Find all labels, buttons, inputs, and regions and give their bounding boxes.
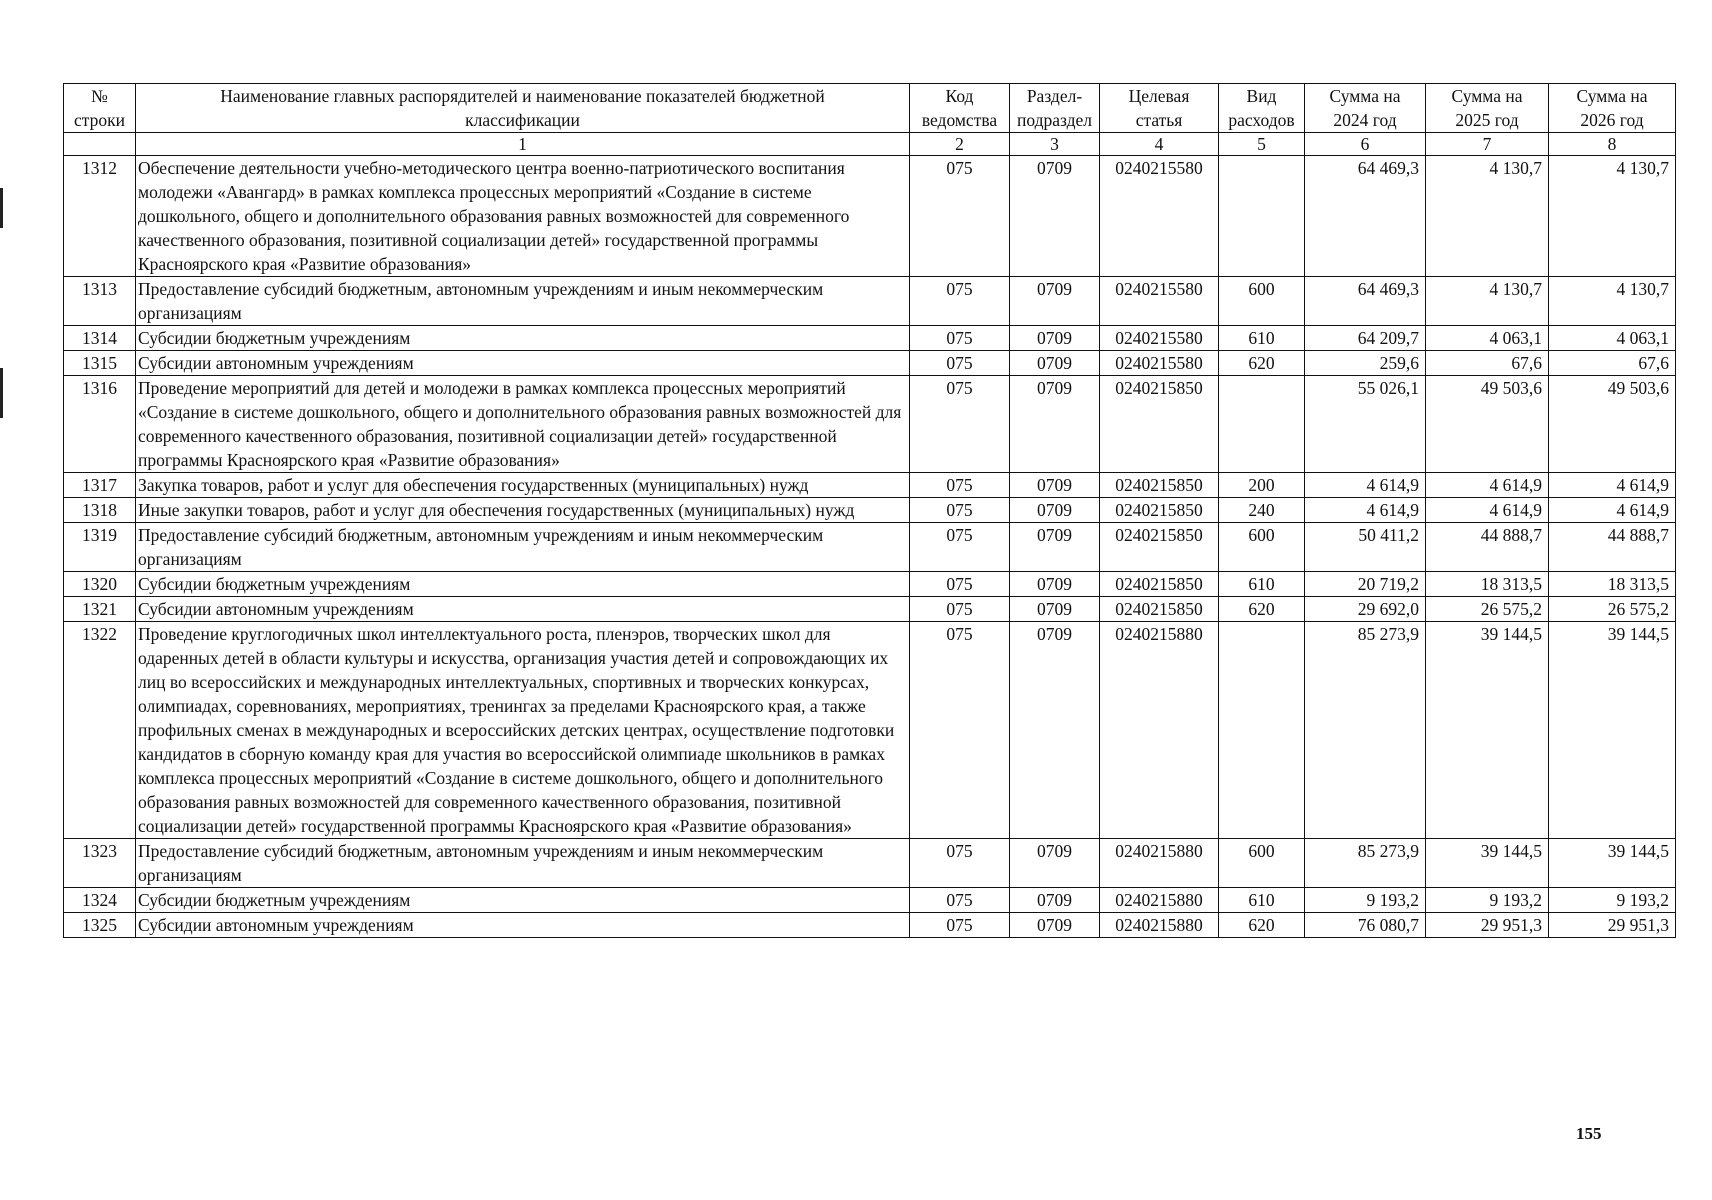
- scan-margin-mark-2: [0, 368, 3, 418]
- sum-2026-cell: 4 614,9: [1549, 498, 1676, 523]
- target-cell: 0240215850: [1100, 523, 1219, 572]
- row-number-cell: 1324: [64, 888, 136, 913]
- name-cell: Обеспечение деятельности учебно-методического центра военно-патриотического воспитания молодежи «Авангард» в рамках комплекса процессных мероприятий «Создание в системе дошкольного, общего и дополнительного образования равных возможностей для современного качественного образования, позитивной социализации детей» государственной программы Красноярского края «Развитие образования»: [136, 156, 910, 277]
- dept-code-cell: 075: [910, 326, 1010, 351]
- row-number-cell: 1315: [64, 351, 136, 376]
- sum-2025-cell: 29 951,3: [1426, 913, 1549, 938]
- section-cell: 0709: [1010, 351, 1100, 376]
- column-number: 8: [1549, 133, 1676, 156]
- sum-2025-cell: 67,6: [1426, 351, 1549, 376]
- sum-2025-cell: 9 193,2: [1426, 888, 1549, 913]
- sum-2026-cell: 4 614,9: [1549, 473, 1676, 498]
- expense-type-cell: 240: [1219, 498, 1305, 523]
- sum-2024-cell: 76 080,7: [1305, 913, 1426, 938]
- name-cell: Иные закупки товаров, работ и услуг для обеспечения государственных (муниципальных) нужд: [136, 498, 910, 523]
- row-number-cell: 1313: [64, 277, 136, 326]
- dept-code-cell: 075: [910, 913, 1010, 938]
- name-cell: Субсидии бюджетным учреждениям: [136, 888, 910, 913]
- sum-2025-cell: 44 888,7: [1426, 523, 1549, 572]
- sum-2026-cell: 67,6: [1549, 351, 1676, 376]
- section-cell: 0709: [1010, 523, 1100, 572]
- sum-2024-cell: 259,6: [1305, 351, 1426, 376]
- section-cell: 0709: [1010, 473, 1100, 498]
- expense-type-cell: 610: [1219, 572, 1305, 597]
- name-cell: Субсидии автономным учреждениям: [136, 351, 910, 376]
- dept-code-cell: 075: [910, 597, 1010, 622]
- sum-2025-cell: 39 144,5: [1426, 622, 1549, 839]
- table-header: [64, 84, 1676, 156]
- expense-type-cell: 200: [1219, 473, 1305, 498]
- sum-2024-cell: 85 273,9: [1305, 839, 1426, 888]
- name-cell: Предоставление субсидий бюджетным, автономным учреждениям и иным некоммерческим организациям: [136, 839, 910, 888]
- section-cell: 0709: [1010, 277, 1100, 326]
- table-body: [64, 156, 1676, 938]
- target-cell: 0240215850: [1100, 572, 1219, 597]
- header-row: [64, 84, 1676, 133]
- row-number-cell: 1325: [64, 913, 136, 938]
- sum-2025-cell: 4 130,7: [1426, 156, 1549, 277]
- header-dept-code: Код ведомства: [910, 84, 1010, 133]
- row-number-cell: 1312: [64, 156, 136, 277]
- table-row: [64, 839, 1676, 888]
- sum-2025-cell: 4 130,7: [1426, 277, 1549, 326]
- sum-2024-cell: 64 469,3: [1305, 156, 1426, 277]
- row-number-cell: 1320: [64, 572, 136, 597]
- sum-2025-cell: 26 575,2: [1426, 597, 1549, 622]
- sum-2025-cell: 18 313,5: [1426, 572, 1549, 597]
- dept-code-cell: 075: [910, 376, 1010, 473]
- header-sum-2025: Сумма на 2025 год: [1426, 84, 1549, 133]
- row-number-cell: 1322: [64, 622, 136, 839]
- row-number-cell: 1316: [64, 376, 136, 473]
- column-number: 1: [136, 133, 910, 156]
- table-row: [64, 888, 1676, 913]
- table-row: [64, 523, 1676, 572]
- header-section: Раздел-подраздел: [1010, 84, 1100, 133]
- column-number: [64, 133, 136, 156]
- name-cell: Проведение мероприятий для детей и молодежи в рамках комплекса процессных мероприятий «Создание в системе дошкольного, общего и дополнительного образования равных возможностей для современного качественного образования, позитивной социализации детей» государственной программы Красноярского края «Развитие образования»: [136, 376, 910, 473]
- target-cell: 0240215580: [1100, 351, 1219, 376]
- target-cell: 0240215850: [1100, 498, 1219, 523]
- row-number-cell: 1319: [64, 523, 136, 572]
- expense-type-cell: 620: [1219, 597, 1305, 622]
- table-row: [64, 597, 1676, 622]
- dept-code-cell: 075: [910, 473, 1010, 498]
- name-cell: Проведение круглогодичных школ интеллектуального роста, пленэров, творческих школ для одаренных детей в области культуры и искусства, организация участия детей и сопровождающих их лиц во всероссийских и международных интеллектуальных, спортивных и творческих конкурсах, олимпиадах, соревнованиях, мероприятиях, тренингах за пределами Красноярского края, а также профильных сменах в международных и всероссийских детских центрах, осуществление подготовки кандидатов в сборную команду края для участия во всероссийской олимпиаде школьников в рамках комплекса процессных мероприятий «Создание в системе дошкольного, общего и дополнительного образования равных возможностей для современного качественного образования, позитивной социализации детей» государственной программы Красноярского края «Развитие образования»: [136, 622, 910, 839]
- expense-type-cell: [1219, 156, 1305, 277]
- section-cell: 0709: [1010, 376, 1100, 473]
- section-cell: 0709: [1010, 913, 1100, 938]
- header-name: Наименование главных распорядителей и наименование показателей бюджетной классификации: [136, 84, 910, 133]
- column-number: 3: [1010, 133, 1100, 156]
- table-row: [64, 498, 1676, 523]
- sum-2024-cell: 85 273,9: [1305, 622, 1426, 839]
- row-number-cell: 1323: [64, 839, 136, 888]
- sum-2024-cell: 64 209,7: [1305, 326, 1426, 351]
- sum-2024-cell: 50 411,2: [1305, 523, 1426, 572]
- row-number-cell: 1314: [64, 326, 136, 351]
- name-cell: Субсидии автономным учреждениям: [136, 913, 910, 938]
- section-cell: 0709: [1010, 622, 1100, 839]
- column-number: 5: [1219, 133, 1305, 156]
- sum-2025-cell: 4 063,1: [1426, 326, 1549, 351]
- sum-2024-cell: 4 614,9: [1305, 498, 1426, 523]
- sum-2026-cell: 26 575,2: [1549, 597, 1676, 622]
- name-cell: Закупка товаров, работ и услуг для обеспечения государственных (муниципальных) нужд: [136, 473, 910, 498]
- sum-2024-cell: 64 469,3: [1305, 277, 1426, 326]
- target-cell: 0240215880: [1100, 839, 1219, 888]
- table-row: [64, 622, 1676, 839]
- sum-2026-cell: 39 144,5: [1549, 839, 1676, 888]
- expense-type-cell: 620: [1219, 351, 1305, 376]
- target-cell: 0240215880: [1100, 622, 1219, 839]
- sum-2026-cell: 18 313,5: [1549, 572, 1676, 597]
- header-expense-type: Вид расходов: [1219, 84, 1305, 133]
- dept-code-cell: 075: [910, 839, 1010, 888]
- name-cell: Предоставление субсидий бюджетным, автономным учреждениям и иным некоммерческим организациям: [136, 277, 910, 326]
- dept-code-cell: 075: [910, 277, 1010, 326]
- expense-type-cell: [1219, 376, 1305, 473]
- section-cell: 0709: [1010, 326, 1100, 351]
- column-number-row: [64, 133, 1676, 156]
- sum-2026-cell: 44 888,7: [1549, 523, 1676, 572]
- table-row: [64, 326, 1676, 351]
- dept-code-cell: 075: [910, 572, 1010, 597]
- sum-2026-cell: 4 063,1: [1549, 326, 1676, 351]
- sum-2026-cell: 4 130,7: [1549, 156, 1676, 277]
- sum-2026-cell: 29 951,3: [1549, 913, 1676, 938]
- dept-code-cell: 075: [910, 351, 1010, 376]
- target-cell: 0240215880: [1100, 888, 1219, 913]
- target-cell: 0240215850: [1100, 473, 1219, 498]
- section-cell: 0709: [1010, 498, 1100, 523]
- name-cell: Субсидии автономным учреждениям: [136, 597, 910, 622]
- sum-2026-cell: 4 130,7: [1549, 277, 1676, 326]
- expense-type-cell: 600: [1219, 277, 1305, 326]
- column-number: 4: [1100, 133, 1219, 156]
- scan-margin-mark-1: [0, 188, 3, 228]
- page-number: 155: [1576, 1124, 1602, 1143]
- row-number-cell: 1318: [64, 498, 136, 523]
- table-row: [64, 376, 1676, 473]
- section-cell: 0709: [1010, 839, 1100, 888]
- sum-2025-cell: 39 144,5: [1426, 839, 1549, 888]
- table-row: [64, 913, 1676, 938]
- dept-code-cell: 075: [910, 156, 1010, 277]
- dept-code-cell: 075: [910, 498, 1010, 523]
- dept-code-cell: 075: [910, 523, 1010, 572]
- sum-2026-cell: 39 144,5: [1549, 622, 1676, 839]
- section-cell: 0709: [1010, 572, 1100, 597]
- dept-code-cell: 075: [910, 622, 1010, 839]
- sum-2026-cell: 49 503,6: [1549, 376, 1676, 473]
- header-row-no: № строки: [64, 84, 136, 133]
- column-number: 7: [1426, 133, 1549, 156]
- expense-type-cell: 620: [1219, 913, 1305, 938]
- expense-type-cell: 610: [1219, 888, 1305, 913]
- table-row: [64, 351, 1676, 376]
- table-row: [64, 572, 1676, 597]
- expense-type-cell: [1219, 622, 1305, 839]
- section-cell: 0709: [1010, 597, 1100, 622]
- table-row: [64, 277, 1676, 326]
- sum-2025-cell: 4 614,9: [1426, 498, 1549, 523]
- name-cell: Субсидии бюджетным учреждениям: [136, 326, 910, 351]
- sum-2025-cell: 4 614,9: [1426, 473, 1549, 498]
- target-cell: 0240215850: [1100, 376, 1219, 473]
- name-cell: Предоставление субсидий бюджетным, автономным учреждениям и иным некоммерческим организациям: [136, 523, 910, 572]
- section-cell: 0709: [1010, 888, 1100, 913]
- budget-table: [63, 83, 1676, 938]
- sum-2024-cell: 55 026,1: [1305, 376, 1426, 473]
- target-cell: 0240215580: [1100, 277, 1219, 326]
- header-sum-2026: Сумма на 2026 год: [1549, 84, 1676, 133]
- column-number: 2: [910, 133, 1010, 156]
- sum-2024-cell: 9 193,2: [1305, 888, 1426, 913]
- column-number: 6: [1305, 133, 1426, 156]
- sum-2025-cell: 49 503,6: [1426, 376, 1549, 473]
- target-cell: 0240215580: [1100, 326, 1219, 351]
- target-cell: 0240215850: [1100, 597, 1219, 622]
- header-sum-2024: Сумма на 2024 год: [1305, 84, 1426, 133]
- name-cell: Субсидии бюджетным учреждениям: [136, 572, 910, 597]
- row-number-cell: 1317: [64, 473, 136, 498]
- sum-2024-cell: 29 692,0: [1305, 597, 1426, 622]
- target-cell: 0240215580: [1100, 156, 1219, 277]
- sum-2026-cell: 9 193,2: [1549, 888, 1676, 913]
- expense-type-cell: 600: [1219, 839, 1305, 888]
- table-row: [64, 156, 1676, 277]
- sum-2024-cell: 20 719,2: [1305, 572, 1426, 597]
- header-target: Целевая статья: [1100, 84, 1219, 133]
- expense-type-cell: 610: [1219, 326, 1305, 351]
- dept-code-cell: 075: [910, 888, 1010, 913]
- row-number-cell: 1321: [64, 597, 136, 622]
- section-cell: 0709: [1010, 156, 1100, 277]
- target-cell: 0240215880: [1100, 913, 1219, 938]
- expense-type-cell: 600: [1219, 523, 1305, 572]
- table-row: [64, 473, 1676, 498]
- sum-2024-cell: 4 614,9: [1305, 473, 1426, 498]
